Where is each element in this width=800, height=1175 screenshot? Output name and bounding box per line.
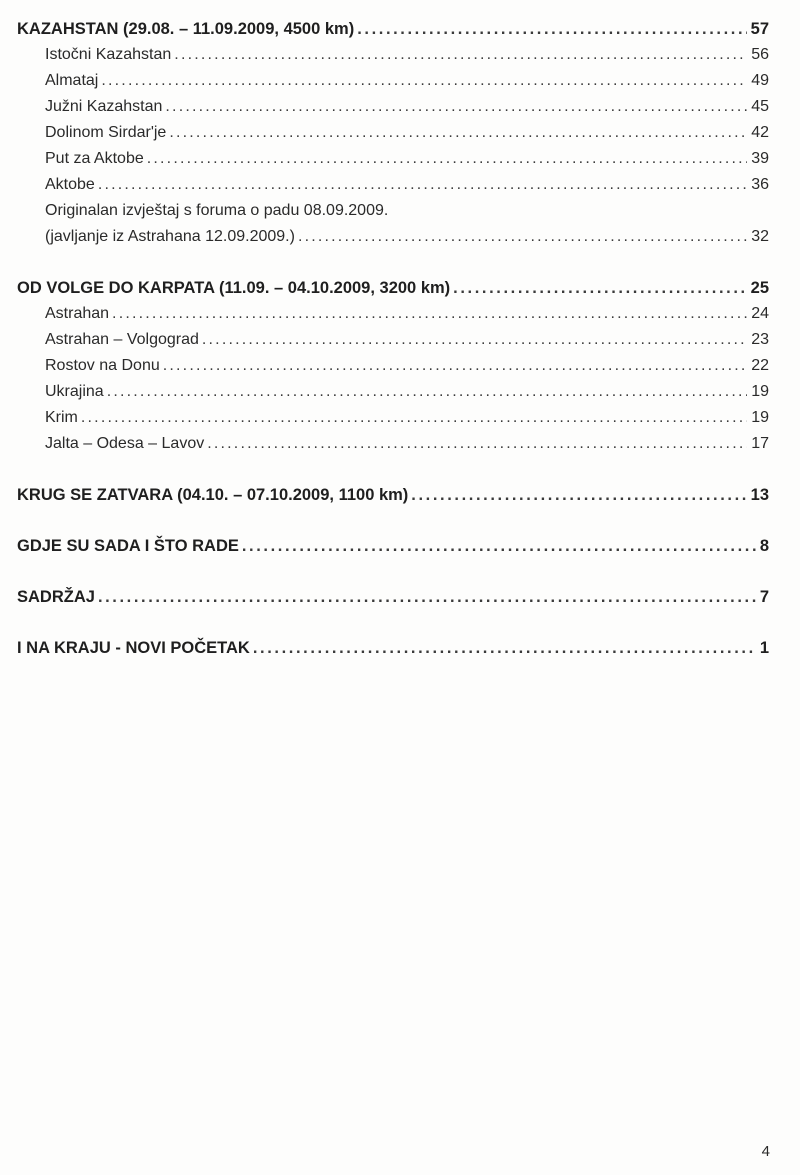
page-number: 4: [761, 1143, 770, 1160]
chapter-title: SADRŽAJ: [17, 588, 95, 606]
chapter-title: KRUG SE ZATVARA (04.10. – 07.10.2009, 1100 km): [17, 486, 409, 504]
subentry-title: Južni Kazahstan: [45, 98, 163, 115]
dot-leader: [202, 327, 747, 353]
toc-subentry[interactable]: [17, 405, 769, 431]
subentry-page-number: 19: [751, 383, 769, 400]
subentry-title: Krim: [45, 409, 78, 426]
chapter-page-number: 13: [750, 486, 769, 504]
chapter-page-number: 25: [750, 279, 769, 297]
subentry-page-number: 56: [751, 46, 769, 63]
chapter-title: GDJE SU SADA I ŠTO RADE: [17, 537, 239, 555]
dot-leader: [165, 94, 747, 120]
subentry-title-continuation: (javljanje iz Astrahana 12.09.2009.): [45, 228, 295, 245]
dot-leader: [207, 431, 747, 457]
dot-leader: [107, 379, 748, 405]
dot-leader: [98, 584, 756, 610]
chapter-page-number: 7: [759, 588, 769, 606]
subentry-title: Astrahan – Volgograd: [45, 331, 199, 348]
toc-subentry[interactable]: [17, 146, 769, 172]
dot-leader: [411, 482, 746, 508]
subentry-page-number: 36: [751, 176, 769, 193]
dot-leader: [357, 16, 746, 42]
toc-subentry-line2[interactable]: [17, 224, 769, 250]
subentry-page-number: 17: [751, 435, 769, 452]
toc-section-krug-se-zatvara: [17, 482, 769, 508]
dot-leader: [101, 68, 747, 94]
toc-subentry[interactable]: [17, 379, 769, 405]
chapter-page-number: 8: [759, 537, 769, 555]
subentry-title: Rostov na Donu: [45, 357, 160, 374]
toc-chapter-entry[interactable]: [17, 275, 769, 301]
subentry-title: Astrahan: [45, 305, 110, 322]
toc-subentry[interactable]: [17, 431, 769, 457]
toc-section-na-kraju: [17, 635, 769, 661]
dot-leader: [112, 301, 747, 327]
subentry-title: Jalta – Odesa – Lavov: [45, 435, 205, 452]
dot-leader: [98, 172, 747, 198]
subentry-title: Put za Aktobe: [45, 150, 144, 167]
toc-subentry[interactable]: [17, 172, 769, 198]
toc-section-kazahstan: [17, 16, 769, 250]
subentry-page-number: 19: [751, 409, 769, 426]
dot-leader: [163, 353, 747, 379]
subentry-title: Istočni Kazahstan: [45, 46, 172, 63]
dot-leader: [174, 42, 747, 68]
subentry-title: Originalan izvještaj s foruma o padu 08.09.2009.: [45, 202, 389, 219]
subentry-page-number: 42: [751, 124, 769, 141]
subentry-title: Dolinom Sirdar'je: [45, 124, 167, 141]
toc-subentry[interactable]: [17, 42, 769, 68]
dot-leader: [253, 635, 756, 661]
dot-leader: [453, 275, 746, 301]
subentry-title: Almataj: [45, 72, 99, 89]
chapter-title: I NA KRAJU - NOVI POČETAK: [17, 639, 250, 657]
toc-section-gdje-su-sada: [17, 533, 769, 559]
chapter-title: OD VOLGE DO KARPATA (11.09. – 04.10.2009, 3200 km): [17, 279, 451, 297]
subentry-page-number: 24: [751, 305, 769, 322]
chapter-page-number: 1: [759, 639, 769, 657]
toc-section-od-volge-do-karpata: [17, 275, 769, 457]
subentry-title: Aktobe: [45, 176, 95, 193]
toc-subentry[interactable]: [17, 301, 769, 327]
toc-subentry-line1[interactable]: [17, 198, 769, 224]
subentry-page-number: 22: [751, 357, 769, 374]
dot-leader: [147, 146, 747, 172]
toc-subentry[interactable]: [17, 94, 769, 120]
toc-chapter-entry[interactable]: [17, 482, 769, 508]
toc-subentry[interactable]: [17, 68, 769, 94]
toc-chapter-entry[interactable]: [17, 635, 769, 661]
toc-subentry[interactable]: [17, 327, 769, 353]
table-of-contents: [17, 16, 769, 686]
dot-leader: [81, 405, 747, 431]
chapter-page-number: 57: [750, 20, 769, 38]
subentry-page-number: 49: [751, 72, 769, 89]
toc-chapter-entry[interactable]: [17, 533, 769, 559]
chapter-title: KAZAHSTAN (29.08. – 11.09.2009, 4500 km): [17, 20, 355, 38]
subentry-page-number: 45: [751, 98, 769, 115]
toc-chapter-entry[interactable]: [17, 584, 769, 610]
subentry-page-number: 23: [751, 331, 769, 348]
subentry-title: Ukrajina: [45, 383, 104, 400]
dot-leader: [242, 533, 756, 559]
dot-leader: [169, 120, 747, 146]
toc-subentry[interactable]: [17, 120, 769, 146]
toc-subentry[interactable]: [17, 353, 769, 379]
toc-chapter-entry[interactable]: [17, 16, 769, 42]
subentry-page-number: 39: [751, 150, 769, 167]
toc-section-sadrzaj: [17, 584, 769, 610]
dot-leader: [298, 224, 747, 250]
subentry-page-number: 32: [751, 228, 769, 245]
